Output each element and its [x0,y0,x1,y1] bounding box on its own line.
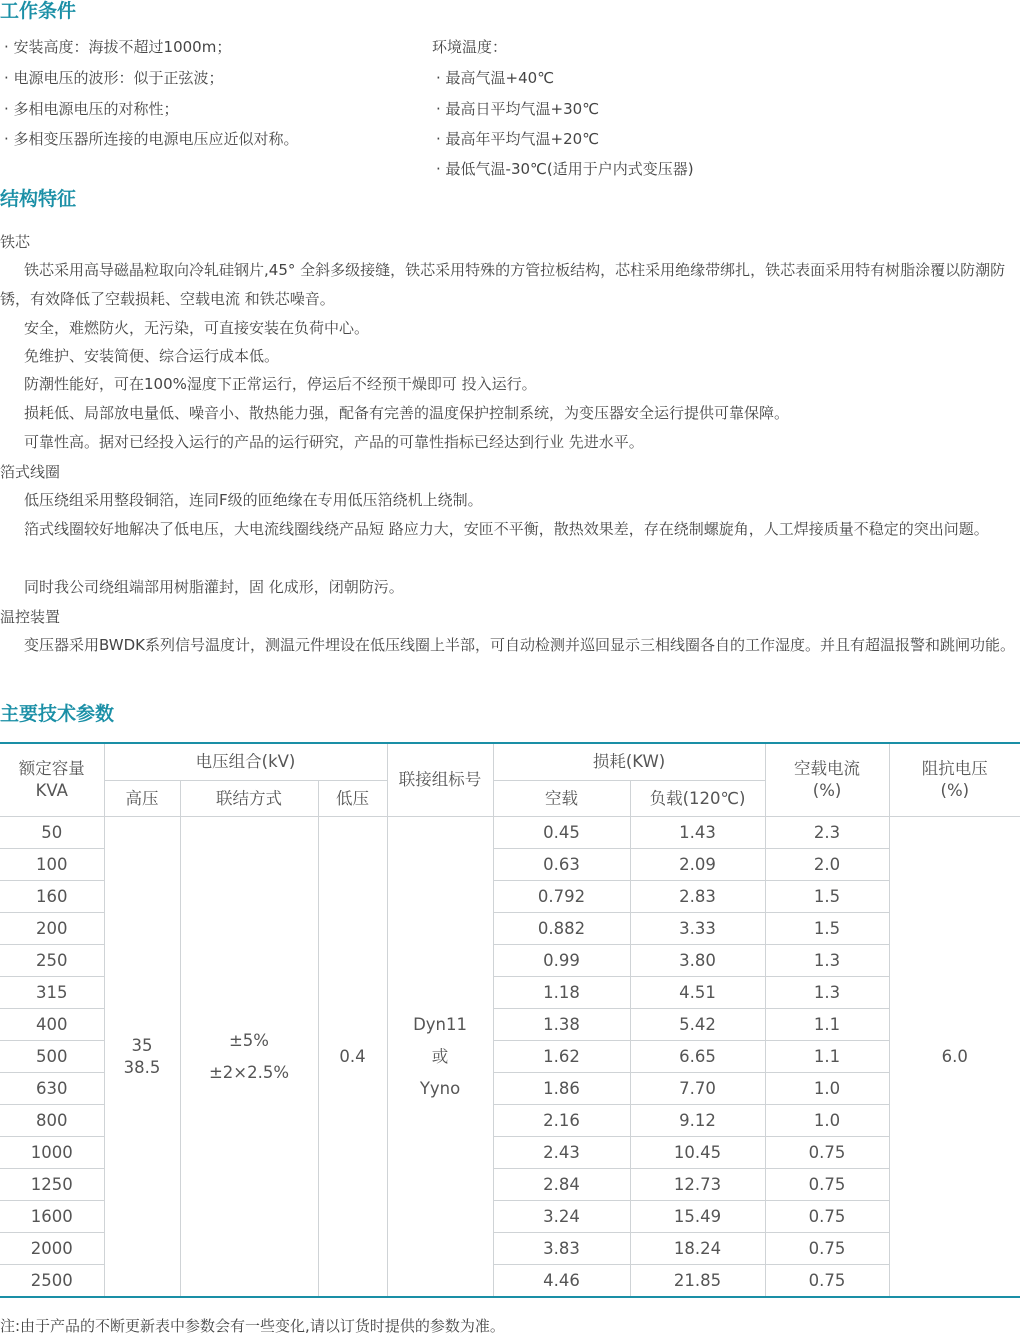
cell-no-load-current: 0.75 [765,1265,889,1298]
table-row [0,817,1020,849]
paragraph: 安全，难燃防火，无污染，可直接安装在负荷中心。 [24,319,370,337]
paragraph: 低压绕组采用整段铜箔，连同F级的匝绝缘在专用低压箔绕机上绕制。 [24,491,483,509]
cell-line: ±5% [228,1030,269,1050]
list-item: · 多相变压器所连接的电源电压应近似对称。 [4,130,299,148]
list-item: · 安装高度：海拔不超过1000m； [4,38,232,56]
core-subtitle: 铁芯 [0,233,31,251]
table-body [0,817,1020,1298]
cell-no-load-loss: 2.84 [493,1169,630,1201]
cell-capacity: 1600 [0,1201,104,1233]
cell-load-loss: 4.51 [630,977,765,1009]
cell-capacity: 2000 [0,1233,104,1265]
header-low-voltage: 低压 [318,781,387,817]
header-label: 空载电流 [794,759,861,778]
cell-no-load-current: 2.3 [765,817,889,849]
cell-capacity: 630 [0,1073,104,1105]
header-no-load-current [765,743,889,817]
cell-load-loss: 5.42 [630,1009,765,1041]
cell-no-load-loss: 0.63 [493,849,630,881]
technical-parameters-heading: 主要技术参数 [0,703,115,725]
cell-no-load-loss: 0.99 [493,945,630,977]
list-item: · 最高日平均气温+30℃ [436,100,600,118]
paragraph: 免维护、安装简便、综合运行成本低。 [24,347,280,365]
cell-capacity: 2500 [0,1265,104,1298]
cell-line: Dyn11 [413,1014,467,1034]
cell-capacity: 400 [0,1009,104,1041]
cell-load-loss: 9.12 [630,1105,765,1137]
work-conditions-heading: 工作条件 [0,0,77,22]
cell-capacity: 100 [0,849,104,881]
cell-load-loss: 18.24 [630,1233,765,1265]
header-unit: (%) [812,781,842,800]
cell-no-load-current: 1.1 [765,1009,889,1041]
cell-no-load-loss: 0.45 [493,817,630,849]
cell-tapping [180,817,318,1298]
cell-capacity: 1000 [0,1137,104,1169]
cell-no-load-current: 0.75 [765,1233,889,1265]
paragraph: 可靠性高。据对已经投入运行的产品的运行研究，产品的可靠性指标已经达到行业 先进水平。 [24,433,644,451]
cell-capacity: 250 [0,945,104,977]
header-unit: (%) [940,781,970,800]
cell-capacity: 200 [0,913,104,945]
structure-heading: 结构特征 [0,188,77,210]
cell-no-load-current: 1.5 [765,881,889,913]
header-tapping: 联结方式 [180,781,318,817]
footnote: 注:由于产品的不断更新表中参数会有一些变化,请以订货时提供的参数为准。 [0,1317,505,1335]
cell-no-load-loss: 1.18 [493,977,630,1009]
temperature-control-subtitle: 温控装置 [0,608,61,626]
cell-no-load-loss: 1.86 [493,1073,630,1105]
cell-load-loss: 3.33 [630,913,765,945]
cell-no-load-current: 1.3 [765,945,889,977]
cell-no-load-loss: 3.83 [493,1233,630,1265]
cell-low-voltage: 0.4 [318,817,387,1298]
paragraph: 变压器采用BWDK系列信号温度计，测温元件埋设在低压线圈上半部，可自动检测并巡回显示三相线圈各自的工作湿度。并且有超温报警和跳闸功能。 [24,636,1015,654]
cell-capacity: 50 [0,817,104,849]
cell-no-load-loss: 0.882 [493,913,630,945]
cell-line: 或 [431,1046,449,1066]
header-voltage-combination: 电压组合(kV) [104,743,387,781]
cell-load-loss: 10.45 [630,1137,765,1169]
environment-temperature-title: 环境温度： [432,38,508,56]
cell-no-load-current: 1.0 [765,1105,889,1137]
cell-no-load-loss: 1.38 [493,1009,630,1041]
cell-capacity: 315 [0,977,104,1009]
list-item: · 多相电源电压的对称性； [4,100,179,118]
cell-line: Yyno [419,1078,461,1098]
cell-load-loss: 15.49 [630,1201,765,1233]
header-rated-capacity [0,743,104,817]
paragraph: 箔式线圈较好地解决了低电压，大电流线圈线绕产品短 路应力大，安匝不平衡，散热效果差，存在绕制螺旋角，人工焊接质量不稳定的突出问题。 [24,520,989,538]
cell-line: ±2×2.5% [208,1062,290,1082]
cell-no-load-current: 2.0 [765,849,889,881]
cell-load-loss: 3.80 [630,945,765,977]
cell-no-load-loss: 3.24 [493,1201,630,1233]
list-item: · 最高气温+40℃ [436,69,555,87]
cell-high-voltage [104,817,180,1298]
cell-capacity: 160 [0,881,104,913]
paragraph: 损耗低、局部放电量低、噪音小、散热能力强，配备有完善的温度保护控制系统，为变压器安全运行提供可靠保障。 [24,404,790,422]
cell-load-loss: 2.83 [630,881,765,913]
cell-no-load-current: 1.0 [765,1073,889,1105]
cell-no-load-current: 1.1 [765,1041,889,1073]
cell-no-load-loss: 2.43 [493,1137,630,1169]
cell-capacity: 1250 [0,1169,104,1201]
list-item: · 最低气温-30℃(适用于户内式变压器) [436,160,694,178]
header-label: 额定容量 [18,759,85,778]
cell-no-load-current: 0.75 [765,1137,889,1169]
paragraph: 同时我公司绕组端部用树脂灌封，固 化成形，闭朝防污。 [24,578,404,596]
header-high-voltage: 高压 [104,781,180,817]
cell-no-load-loss: 2.16 [493,1105,630,1137]
cell-load-loss: 12.73 [630,1169,765,1201]
cell-no-load-current: 0.75 [765,1201,889,1233]
header-label: 阻抗电压 [921,759,988,778]
header-unit: KVA [35,781,68,800]
list-item: · 电源电压的波形：似于正弦波； [4,69,224,87]
cell-load-loss: 21.85 [630,1265,765,1298]
coil-subtitle: 箔式线圈 [0,463,61,481]
cell-no-load-current: 0.75 [765,1169,889,1201]
cell-line: 35 [131,1035,153,1055]
cell-no-load-current: 1.3 [765,977,889,1009]
cell-load-loss: 7.70 [630,1073,765,1105]
header-impedance-voltage [889,743,1020,817]
cell-no-load-loss: 1.62 [493,1041,630,1073]
cell-no-load-loss: 0.792 [493,881,630,913]
cell-load-loss: 2.09 [630,849,765,881]
header-losses: 损耗(KW) [493,743,765,781]
paragraph: 铁芯采用高导磁晶粒取向冷轧硅钢片,45° 全斜多级接缝，铁芯采用特殊的方管拉板结构，芯柱采用绝缘带绑扎，铁芯表面采用特有树脂涂覆以防潮防锈，有效降低了空载损耗、空载电流 和铁芯噪音。 [0,261,1006,308]
cell-line: 38.5 [123,1057,161,1077]
cell-capacity: 800 [0,1105,104,1137]
technical-parameters-table [0,742,1020,1298]
cell-no-load-current: 1.5 [765,913,889,945]
cell-vector-group [387,817,493,1298]
cell-load-loss: 6.65 [630,1041,765,1073]
header-load-loss: 负载(120℃) [630,781,765,817]
list-item: · 最高年平均气温+20℃ [436,130,600,148]
header-vector-group: 联接组标号 [387,743,493,817]
header-no-load-loss: 空载 [493,781,630,817]
cell-impedance: 6.0 [889,817,1020,1298]
paragraph: 防潮性能好，可在100%湿度下正常运行，停运后不经预干燥即可 投入运行。 [24,375,537,393]
cell-load-loss: 1.43 [630,817,765,849]
cell-no-load-loss: 4.46 [493,1265,630,1298]
cell-capacity: 500 [0,1041,104,1073]
